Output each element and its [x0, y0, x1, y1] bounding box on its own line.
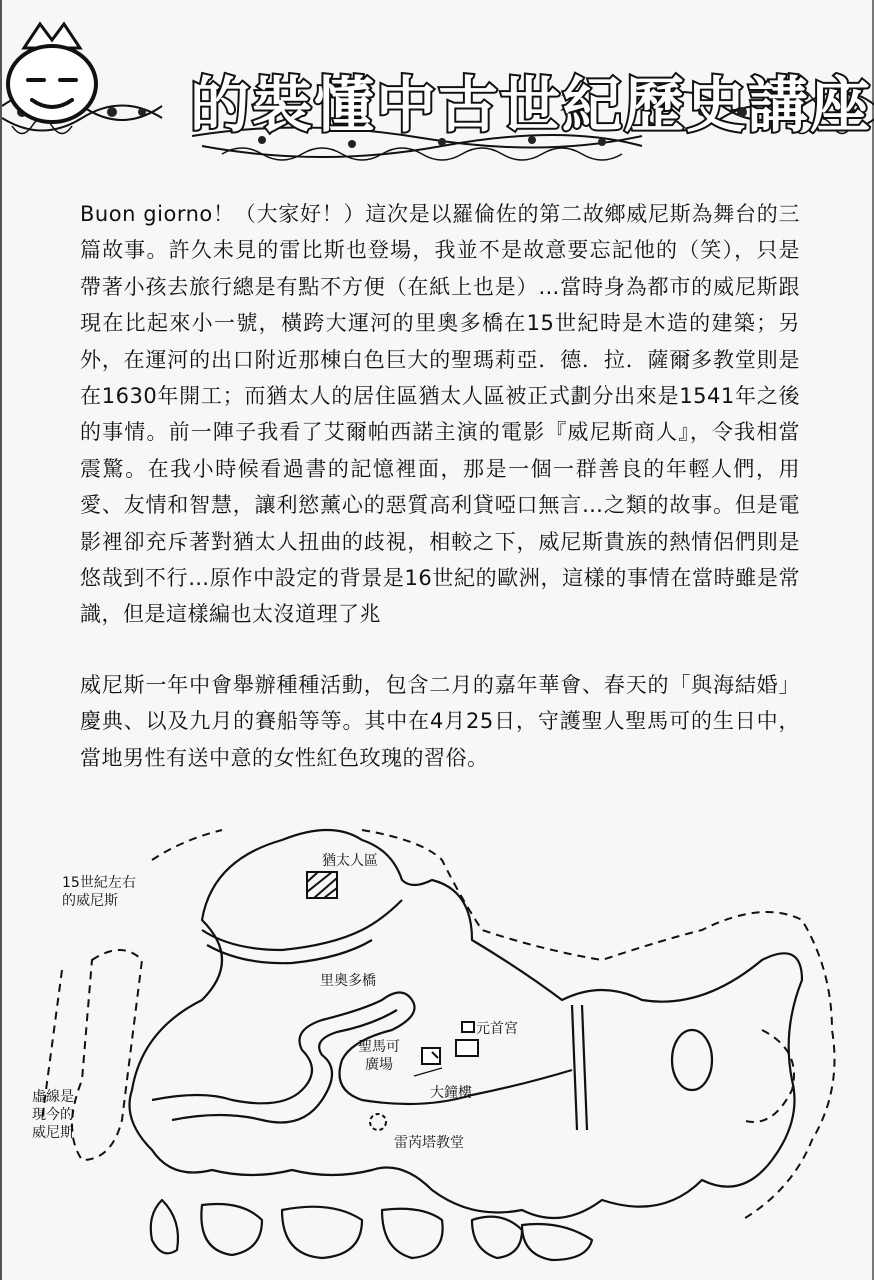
label-ghetto: 猶太人區	[322, 853, 378, 869]
label-san-marco-square: 聖馬可 廣場	[358, 1039, 400, 1073]
article-paragraph: Buon giorno！（大家好！）這次是以羅倫佐的第二故鄉威尼斯為舞台的三篇故事。許久未見的雷比斯也登場，我並不是故意要忘記他的（笑），只是帶著小孩去旅行總是有點不方便（在紙上也是）…當時身為都市的威尼斯跟現在比起來小一號，橫跨大運河的里奧多橋在15世紀時是木造的建築；另外，在運河的出口附近那棟白色巨大的聖瑪莉亞．德．拉．薩爾多教堂則是在1630年開工；而猶太人的居住區猶太人區被正式劃分出來是1541年之後的事情。前一陣子我看了艾爾帕西諾主演的電影『威尼斯商人』，令我相當震驚。在我小時候看過書的記憶裡面，那是一個一群善良的年輕人們，用愛、友情和智慧，讓利慾薰心的惡質高利貸啞口無言…之類的故事。但是電影裡卻充斥著對猶太人扭曲的歧視，相較之下，威尼斯貴族的熱情侶們則是悠哉到不行…原作中設定的背景是16世紀的歐洲，這樣的事情在當時雖是常識，但是這樣編也太沒道理了兆	[80, 202, 800, 627]
label-venice-15c: 15世紀左右 的威尼斯	[62, 875, 136, 909]
label-bell-tower: 大鐘樓	[430, 1085, 472, 1101]
header-banner	[2, 18, 874, 168]
label-doge-palace: 元首宮	[476, 1021, 518, 1037]
label-dashed-legend: 虛線是 現今的 威尼斯	[32, 1089, 74, 1141]
label-salute-church: 雷芮塔教堂	[394, 1135, 464, 1151]
article-paragraph: 威尼斯一年中會舉辦種種活動，包含二月的嘉年華會、春天的「與海結婚」慶典、以及九月的賽船等等。其中在4月25日，守護聖人聖馬可的生日中，當地男性有送中意的女性紅色玫瑰的習俗。	[80, 672, 800, 770]
ghetto-marker	[307, 872, 337, 898]
label-rialto-bridge: 里奧多橋	[320, 973, 376, 989]
mascot-face-icon	[2, 18, 102, 128]
map-drawing	[2, 800, 874, 1270]
page-title: 的裝懂中古世紀歷史講座	[190, 71, 872, 141]
venice-map	[2, 800, 874, 1270]
article-body	[80, 196, 800, 776]
